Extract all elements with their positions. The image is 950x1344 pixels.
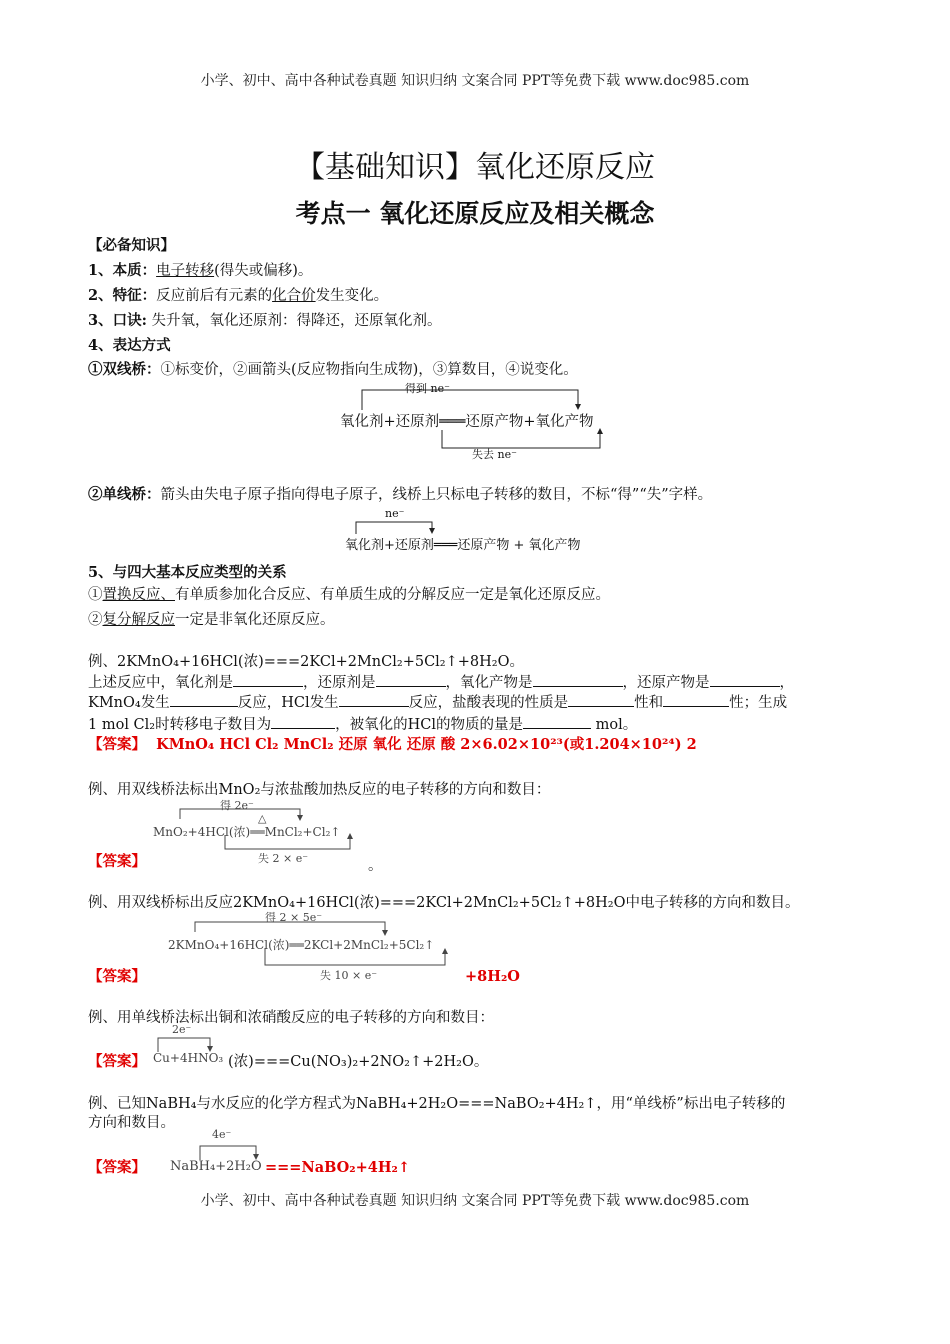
example-5-answer-label: 【答案】 [88,1159,146,1176]
example-4-question: 例、用单线桥法标出铜和浓硝酸反应的电子转移的方向和数目： [88,1010,494,1026]
example-1-question-c [88,714,637,735]
item-2-pre: 反应前后有元素的 [156,288,273,304]
example-3-question: 例、用双线桥标出反应2KMnO₄+16HCl(浓)===2KCl+2MnCl₂+5Cl₂↑+8H₂O中电子转移的方向和数目。 [88,895,800,911]
example-2-gain: 得 2e⁻ [220,799,254,812]
double-bridge-label: ①双线桥： [88,361,161,378]
example-5-question-2: 方向和数目。 [88,1115,175,1131]
q-oxidant: 上述反应中，氧化剂是 [88,675,233,691]
item-2-label: 2、特征： [88,287,157,304]
relation-1-num: ① [88,587,103,603]
blank[interactable] [533,672,623,687]
example-4-reactants: Cu+4HNO₃ [153,1051,224,1065]
example-1-question-b [88,692,787,713]
blank[interactable] [523,714,591,729]
relation-2-num: ② [88,612,103,628]
relation-1-keyword: 置换反应、 [102,587,175,603]
example-1-answer [88,735,697,755]
example-4-count: 2e⁻ [172,1023,192,1036]
item-1-text: (得失或偏移)。 [214,263,313,279]
double-bridge-line [88,360,578,380]
page-footer: 小学、初中、高中各种试卷真题 知识归纳 文案合同 PPT等免费下载 www.doc985.com [200,1193,750,1209]
relation-1-text: 有单质参加化合反应、有单质生成的分解反应一定是氧化还原反应。 [175,587,610,603]
q-electrons: 1 mol Cl₂时转移电子数目为 [88,717,272,733]
example-5-answer-rest: ===NaBO₂+4H₂↑ [265,1159,411,1176]
double-bridge-gain: 得到 ne⁻ [405,382,450,395]
blank[interactable] [663,692,729,707]
q-reductant: ，还原剂是 [303,675,376,691]
example-1-question-a [88,672,794,693]
example-3-answer-label: 【答案】 [88,968,146,985]
double-bridge-text: ①标变价，②画箭头(反应物指向生成物)，③算数目，④说变化。 [160,362,578,378]
single-bridge-label: ②单线桥： [88,486,161,503]
item-4: 4、表达方式 [88,337,171,354]
q-comma: ， [779,675,794,691]
example-4-rest: (浓)===Cu(NO₃)₂+2NO₂↑+2H₂O。 [228,1054,489,1070]
item-5: 5、与四大基本反应类型的关系 [88,564,287,581]
example-3-gain: 得 2 × 5e⁻ [265,911,323,924]
example-2-answer-label: 【答案】 [88,853,146,870]
blank[interactable] [376,672,446,687]
q-generate: 性；生成 [729,695,788,711]
item-2 [88,286,388,306]
example-3-loss: 失 10 × e⁻ [320,969,378,982]
item-1 [88,261,312,281]
answer-text: KMnO₄ HCl Cl₂ MnCl₂ 还原 氧化 还原 酸 2×6.02×10²³(或1.204×10²⁴) 2 [156,736,697,753]
example-3-answer-tail: +8H₂O [465,968,520,985]
item-3-text: 失升氧，氧化还原剂：得降还，还原氧化剂。 [146,313,442,329]
answer-label: 【答案】 [88,736,146,753]
relation-2 [88,610,335,630]
q-acid-nature: 反应，盐酸表现的性质是 [408,695,569,711]
q-kmno4: KMnO₄发生 [88,695,170,711]
relation-2-keyword: 复分解反应 [102,612,175,628]
blank[interactable] [339,692,409,707]
section-heading: 【必备知识】 [88,237,175,254]
blank[interactable] [271,714,335,729]
q-oxidized-hcl: ，被氧化的HCl的物质的量是 [335,717,523,733]
single-bridge-line [88,485,712,505]
item-1-keyword: 电子转移 [156,263,215,279]
item-2-keyword: 化合价 [272,288,316,304]
example-2-period: 。 [368,858,383,874]
example-2-question: 例、用双线桥法标出MnO₂与浓盐酸加热反应的电子转移的方向和数目： [88,782,551,798]
item-1-label: 1、本质： [88,262,157,279]
item-3 [88,311,442,331]
example-3-equation: 2KMnO₄+16HCl(浓)══2KCl+2MnCl₂+5Cl₂↑ [168,938,435,952]
item-2-text: 发生变化。 [315,288,389,304]
double-bridge-loss: 失去 ne⁻ [472,448,517,461]
single-bridge-text: 箭头由失电子原子指向得电子原子，线桥上只标电子转移的数目，不标“得”“失”字样。 [160,487,713,503]
item-3-label: 3、口诀: [88,312,147,329]
single-bridge-equation: 氧化剂+还原剂═══还原产物 + 氧化产物 [345,538,581,553]
single-bridge-count: ne⁻ [385,507,405,520]
page-subtitle: 考点一 氧化还原反应及相关概念 [295,199,655,228]
example-5-question-1: 例、已知NaBH₄与水反应的化学方程式为NaBH₄+2H₂O===NaBO₂+4H₂↑，用“单线桥”标出电子转移的 [88,1096,786,1112]
relation-1 [88,585,610,605]
q-and: 性和 [634,695,664,711]
blank[interactable] [568,692,634,707]
q-red-product: ，还原产物是 [622,675,710,691]
page-header: 小学、初中、高中各种试卷真题 知识归纳 文案合同 PPT等免费下载 www.doc985.com [200,73,750,89]
relation-2-text: 一定是非氧化还原反应。 [175,612,335,628]
example-5-reactants: NaBH₄+2H₂O [170,1159,262,1174]
example-4-answer-label: 【答案】 [88,1053,146,1070]
page-title: 【基础知识】氧化还原反应 [295,150,655,185]
example-2-heat: △ [258,812,267,825]
blank[interactable] [170,692,238,707]
q-hcl: 反应，HCl发生 [237,695,339,711]
example-5-count: 4e⁻ [212,1128,232,1141]
double-bridge-equation: 氧化剂+还原剂═══还原产物+氧化产物 [340,414,594,430]
blank[interactable] [233,672,303,687]
example-1-equation: 例、2KMnO₄+16HCl(浓)===2KCl+2MnCl₂+5Cl₂↑+8H₂O。 [88,654,524,670]
q-ox-product: ，氧化产物是 [445,675,533,691]
example-2-loss: 失 2 × e⁻ [258,852,309,865]
q-mol: mol。 [591,717,638,733]
blank[interactable] [710,672,780,687]
example-2-equation: MnO₂+4HCl(浓)══MnCl₂+Cl₂↑ [153,825,341,839]
